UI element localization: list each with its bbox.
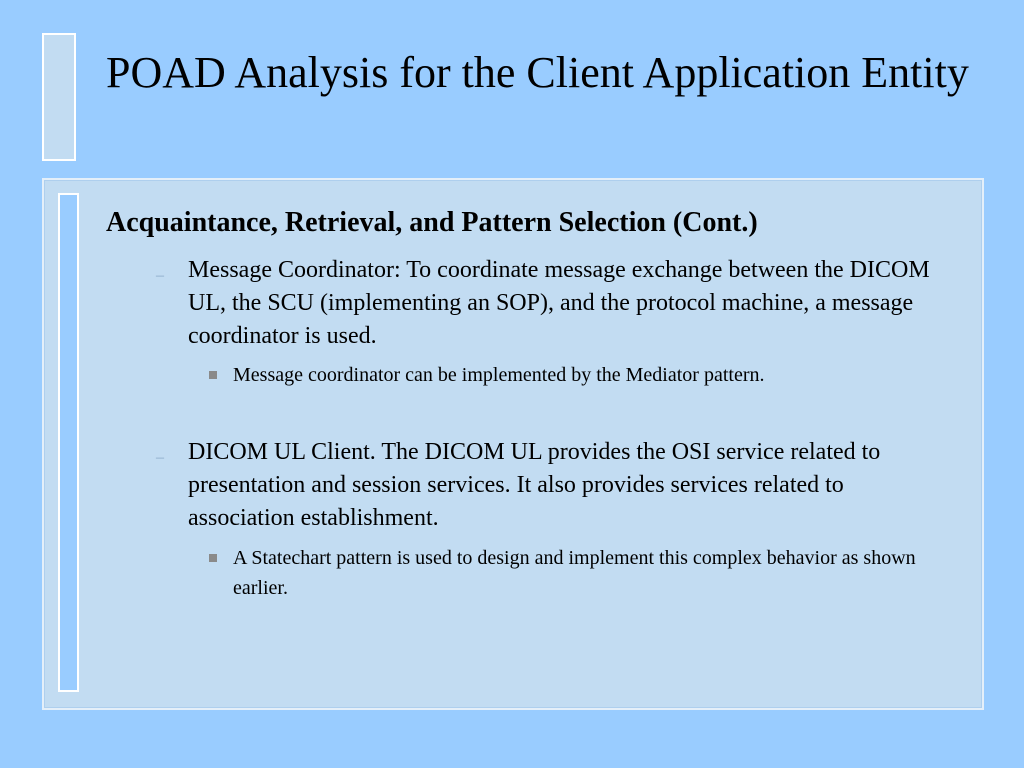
title-accent-bar	[42, 33, 76, 161]
slide-title: POAD Analysis for the Client Application Entity	[106, 48, 969, 97]
bullet-dicom-ul-client: DICOM UL Client. The DICOM UL provides the OSI service related to presentation and session services. It also provides services related to association establishment.	[188, 439, 881, 531]
content-accent-bar	[58, 193, 79, 692]
section-heading: Acquaintance, Retrieval, and Pattern Selection (Cont.)	[106, 207, 758, 238]
dash-bullet-icon: –	[156, 267, 164, 284]
sub-bullet-statechart: A Statechart pattern is used to design and implement this complex behavior as shown earlier.	[233, 547, 916, 599]
square-bullet-icon	[209, 371, 217, 379]
dash-bullet-icon: –	[156, 449, 164, 466]
sub-bullet-mediator: Message coordinator can be implemented by the Mediator pattern.	[233, 364, 765, 386]
square-bullet-icon	[209, 554, 217, 562]
bullet-message-coordinator: Message Coordinator: To coordinate message exchange between the DICOM UL, the SCU (implementing an SOP), and the protocol machine, a message coordinator is used.	[188, 257, 930, 349]
